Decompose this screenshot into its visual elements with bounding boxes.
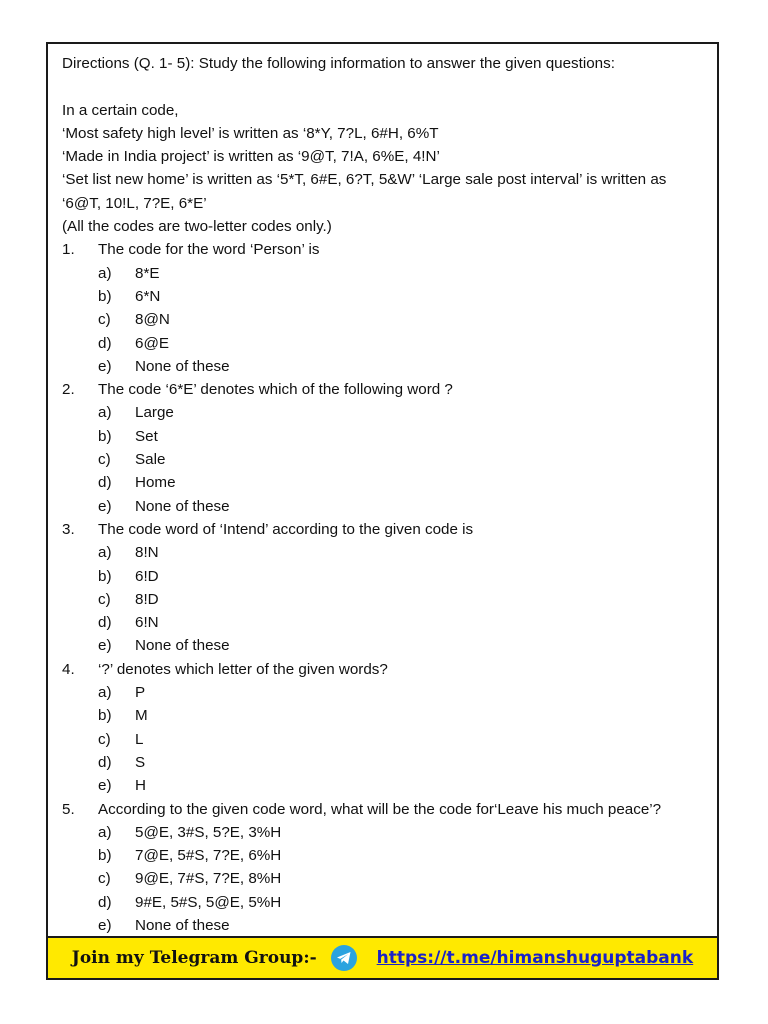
intro-text: In a certain code, [62, 101, 179, 119]
option [62, 285, 707, 308]
option-letter: b) [98, 847, 112, 865]
option [62, 332, 707, 355]
directions-text: Directions (Q. 1- 5): Study the following information to answer the given questions: [62, 55, 615, 72]
document-frame [46, 42, 719, 980]
question-text: ‘?’ denotes which letter of the given words? [98, 660, 388, 678]
option [62, 611, 707, 634]
question-number: 4. [62, 660, 75, 678]
option-text: 6!N [135, 614, 159, 632]
option [62, 401, 707, 424]
question-number: 3. [62, 520, 75, 538]
option-letter: d) [98, 614, 112, 632]
option-letter: b) [98, 427, 112, 445]
option [62, 565, 707, 588]
option [62, 914, 707, 937]
option-letter: b) [98, 567, 112, 585]
question [62, 238, 707, 378]
document-body [62, 52, 707, 937]
option-text: 6*N [135, 287, 161, 305]
code-line: ‘Made in India project’ is written as ‘9@T, 7!A, 6%E, 4!N’ [62, 148, 440, 166]
option-text: S [135, 753, 146, 771]
option-text: 8!D [135, 590, 159, 608]
option-text: Home [135, 474, 176, 492]
option-text: 5@E, 3#S, 5?E, 3%H [135, 823, 282, 841]
option-text: L [135, 730, 144, 748]
option [62, 541, 707, 564]
option-text: None of these [135, 637, 230, 655]
option-text: P [135, 684, 146, 702]
question-number: 1. [62, 241, 75, 259]
option-letter: a) [98, 684, 112, 702]
option [62, 728, 707, 751]
option [62, 471, 707, 494]
option-letter: d) [98, 474, 112, 492]
option-text: 9@E, 7#S, 7?E, 8%H [135, 870, 282, 888]
question-text: The code word of ‘Intend’ according to the given code is [98, 520, 474, 538]
option-text: Large [135, 404, 174, 422]
code-line: ‘Set list new home’ is written as ‘5*T, 6#E, 6?T, 5&W’ ‘Large sale post interval’ is written as ‘6@T, 10!L, 7?E, 6*E’ [62, 171, 667, 212]
option-text: None of these [135, 916, 230, 934]
option [62, 495, 707, 518]
option-letter: c) [98, 870, 111, 888]
option-letter: c) [98, 451, 111, 469]
option [62, 704, 707, 727]
option-letter: c) [98, 590, 111, 608]
option-text: H [135, 777, 146, 795]
telegram-label: Join my Telegram Group:- [71, 948, 317, 968]
option-text: Sale [135, 451, 166, 469]
spacer [62, 75, 707, 98]
option [62, 425, 707, 448]
option-letter: a) [98, 264, 112, 282]
option-letter: c) [98, 311, 111, 329]
option [62, 588, 707, 611]
question-number: 2. [62, 381, 75, 399]
option-letter: e) [98, 357, 112, 375]
telegram-icon [331, 945, 357, 971]
option [62, 891, 707, 914]
option-letter: a) [98, 544, 112, 562]
option [62, 634, 707, 657]
option [62, 308, 707, 331]
option-text: 8@N [135, 311, 170, 329]
question-text: The code for the word ‘Person’ is [98, 241, 320, 259]
option-text: 6!D [135, 567, 159, 585]
option-letter: b) [98, 287, 112, 305]
question-number: 5. [62, 800, 75, 818]
option [62, 262, 707, 285]
option-text: Set [135, 427, 158, 445]
option [62, 867, 707, 890]
option [62, 355, 707, 378]
telegram-link[interactable]: https://t.me/himanshuguptabank [376, 948, 694, 968]
option-text: 7@E, 5#S, 7?E, 6%H [135, 847, 282, 865]
option-letter: e) [98, 916, 112, 934]
code-line: ‘Most safety high level’ is written as ‘8*Y, 7?L, 6#H, 6%T [62, 124, 439, 142]
option-text: 8!N [135, 544, 159, 562]
option-letter: e) [98, 637, 112, 655]
option-letter: b) [98, 707, 112, 725]
option-letter: e) [98, 777, 112, 795]
option [62, 774, 707, 797]
question [62, 658, 707, 798]
option-text: 9#E, 5#S, 5@E, 5%H [135, 893, 282, 911]
option-letter: a) [98, 404, 112, 422]
option-text: 8*E [135, 264, 160, 282]
question-text: According to the given code word, what will be the code for‘Leave his much peace’? [98, 800, 662, 818]
note-text: (All the codes are two-letter codes only.) [62, 218, 332, 236]
option-letter: a) [98, 823, 112, 841]
option-text: 6@E [135, 334, 169, 352]
option-text: None of these [135, 357, 230, 375]
question [62, 798, 707, 938]
option-letter: d) [98, 893, 112, 911]
option [62, 751, 707, 774]
question [62, 518, 707, 658]
option-text: M [135, 707, 148, 725]
option-letter: c) [98, 730, 111, 748]
question-text: The code ‘6*E’ denotes which of the following word ? [98, 381, 453, 399]
option [62, 681, 707, 704]
option [62, 448, 707, 471]
option-letter: e) [98, 497, 112, 515]
option-letter: d) [98, 753, 112, 771]
option-letter: d) [98, 334, 112, 352]
question [62, 378, 707, 518]
option [62, 821, 707, 844]
telegram-banner [48, 936, 717, 978]
option-text: None of these [135, 497, 230, 515]
option [62, 844, 707, 867]
